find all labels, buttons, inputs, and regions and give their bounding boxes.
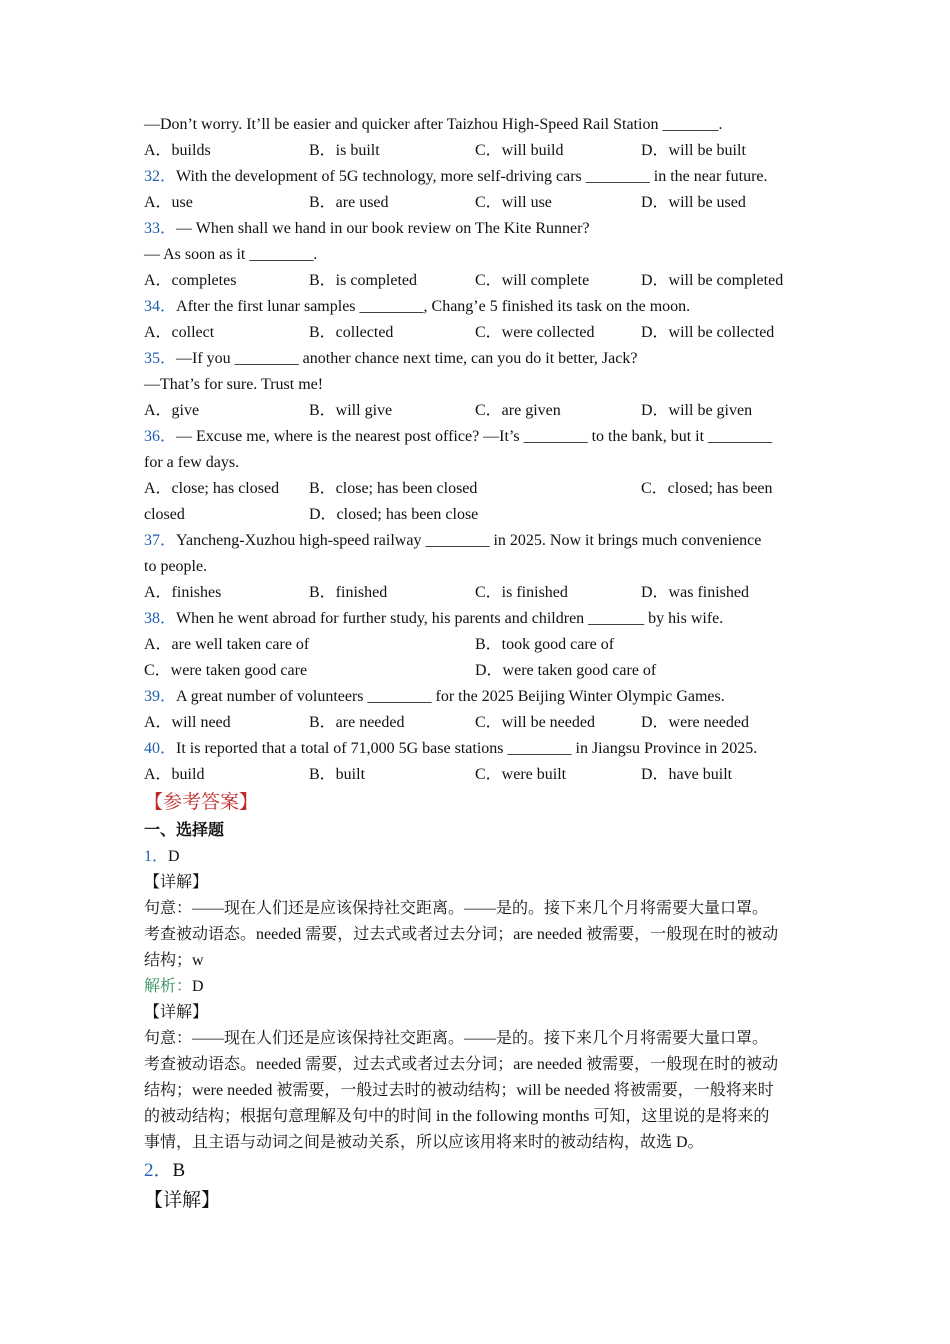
question-37-options — [144, 580, 814, 606]
option-d: D．closed; has been close — [309, 506, 479, 523]
question-number: 32． — [144, 168, 177, 185]
option-d: D．will be collected — [641, 324, 775, 341]
question-36 — [144, 424, 814, 450]
question-text: When he went abroad for further study, his parents and children _______ by his wife. — [176, 610, 724, 627]
answer-number: 1． — [144, 848, 169, 865]
question-33-options — [144, 268, 814, 294]
document-page — [144, 112, 814, 1216]
section-heading: 一、选择题 — [144, 822, 225, 839]
option-c: C．were built — [475, 766, 567, 783]
question-36-line-2: for a few days. — [144, 454, 240, 471]
option-a: A．collect — [144, 324, 215, 341]
option-a: A．are well taken care of — [144, 636, 310, 653]
question-34-options — [144, 320, 814, 346]
question-text: Yancheng-Xuzhou high-speed railway ________ in 2025. Now it brings much convenience — [176, 532, 762, 549]
option-a: A．completes — [144, 272, 237, 289]
option-b: B．is built — [309, 142, 380, 159]
option-c: C．will complete — [475, 272, 590, 289]
question-number: 34． — [144, 298, 177, 315]
question-37 — [144, 528, 814, 554]
question-35 — [144, 346, 814, 372]
question-text: With the development of 5G technology, more self-driving cars ________ in the near future. — [176, 168, 768, 185]
explanation-line: 事情，且主语与动词之间是被动关系，所以应该用将来时的被动结构，故选 D。 — [144, 1134, 704, 1151]
answers-heading: 【参考答案】 — [144, 792, 259, 813]
option-a: A．build — [144, 766, 205, 783]
option-d: D．will be used — [641, 194, 746, 211]
option-c: C．are given — [475, 402, 561, 419]
option-d: D．were needed — [641, 714, 749, 731]
option-c: C．closed; has been — [641, 480, 773, 497]
question-text: A great number of volunteers ________ for the 2025 Beijing Winter Olympic Games. — [176, 688, 725, 705]
detail-label-2: 【详解】 — [144, 1190, 221, 1211]
question-31-options — [144, 138, 814, 164]
option-b: B．built — [309, 766, 366, 783]
question-number: 39． — [144, 688, 177, 705]
option-a: A．give — [144, 402, 200, 419]
option-a: A．finishes — [144, 584, 222, 601]
question-38 — [144, 606, 814, 632]
explanation-line: 句意：——现在人们还是应该保持社交距离。——是的。接下来几个月将需要大量口罩。 — [144, 900, 769, 917]
detail-label: 【详解】 — [144, 1004, 209, 1021]
question-number: 33． — [144, 220, 177, 237]
question-35-line-2: —That’s for sure. Trust me! — [144, 376, 324, 393]
question-text: —If you ________ another chance next time, can you do it better, Jack? — [176, 350, 638, 367]
option-d: D．will be built — [641, 142, 746, 159]
answer-2 — [144, 1156, 814, 1186]
question-text: — Excuse me, where is the nearest post office? —It’s ________ to the bank, but it ________ — [176, 428, 773, 445]
question-number: 38． — [144, 610, 177, 627]
option-a: A．use — [144, 194, 193, 211]
option-b: B．close; has been closed — [309, 480, 478, 497]
option-a: A．will need — [144, 714, 231, 731]
explanation-line: 句意：——现在人们还是应该保持社交距离。——是的。接下来几个月将需要大量口罩。 — [144, 1030, 769, 1047]
option-c: C．will use — [475, 194, 552, 211]
option-b: B．collected — [309, 324, 394, 341]
question-31-continuation: —Don’t worry. It’ll be easier and quicker after Taizhou High-Speed Rail Station _______. — [144, 116, 723, 133]
answer-number: 2． — [144, 1160, 173, 1181]
question-40 — [144, 736, 814, 762]
question-32-options — [144, 190, 814, 216]
question-33-line-2: — As soon as it ________. — [144, 246, 318, 263]
option-b: B．is completed — [309, 272, 417, 289]
explanation-line: 结构；w — [144, 952, 204, 969]
question-35-options — [144, 398, 814, 424]
question-text: It is reported that a total of 71,000 5G base stations ________ in Jiangsu Province in 2025. — [176, 740, 758, 757]
detail-label: 【详解】 — [144, 874, 209, 891]
jiexi-answer: D — [192, 978, 204, 995]
question-38-options-row-2 — [144, 658, 814, 684]
option-b: B．are needed — [309, 714, 405, 731]
question-36-options-row-2 — [144, 502, 814, 528]
question-34 — [144, 294, 814, 320]
option-d: D．have built — [641, 766, 733, 783]
question-36-options-row-1 — [144, 476, 814, 502]
option-c: C．were collected — [475, 324, 595, 341]
answer-letter: D — [168, 848, 180, 865]
option-c: C．will be needed — [475, 714, 595, 731]
option-d: D．was finished — [641, 584, 749, 601]
explanation-line: 考查被动语态。needed 需要，过去式或者过去分词；are needed 被需要，一般现在时的被动 — [144, 1056, 779, 1073]
question-number: 40． — [144, 740, 177, 757]
option-b: B．are used — [309, 194, 389, 211]
jiexi-label: 解析： — [144, 978, 193, 995]
option-d: D．will be completed — [641, 272, 784, 289]
option-c-continuation: closed — [144, 506, 185, 523]
answer-1 — [144, 844, 814, 870]
option-c: C．were taken good care — [144, 662, 308, 679]
option-c: C．will build — [475, 142, 564, 159]
jiexi-line — [144, 974, 814, 1000]
explanation-line: 结构；were needed 被需要，一般过去时的被动结构；will be needed 将被需要，一般将来时 — [144, 1082, 774, 1099]
question-text: — When shall we hand in our book review on The Kite Runner? — [176, 220, 590, 237]
option-b: B．finished — [309, 584, 388, 601]
option-d: D．were taken good care of — [475, 662, 657, 679]
question-40-options — [144, 762, 814, 788]
question-39-options — [144, 710, 814, 736]
question-text: After the first lunar samples ________, Chang’e 5 finished its task on the moon. — [176, 298, 691, 315]
explanation-line: 考查被动语态。needed 需要，过去式或者过去分词；are needed 被需要，一般现在时的被动 — [144, 926, 779, 943]
explanation-line: 的被动结构；根据句意理解及句中的时间 in the following months 可知，这里说的是将来的 — [144, 1108, 770, 1125]
question-33 — [144, 216, 814, 242]
option-a: A．close; has closed — [144, 480, 280, 497]
option-b: B．took good care of — [475, 636, 615, 653]
question-number: 37． — [144, 532, 177, 549]
question-number: 36． — [144, 428, 177, 445]
question-39 — [144, 684, 814, 710]
answer-letter: B — [172, 1160, 186, 1181]
option-d: D．will be given — [641, 402, 753, 419]
question-38-options-row-1 — [144, 632, 814, 658]
option-a: A．builds — [144, 142, 211, 159]
question-32 — [144, 164, 814, 190]
option-b: B．will give — [309, 402, 393, 419]
option-c: C．is finished — [475, 584, 568, 601]
question-37-line-2: to people. — [144, 558, 208, 575]
question-number: 35． — [144, 350, 177, 367]
